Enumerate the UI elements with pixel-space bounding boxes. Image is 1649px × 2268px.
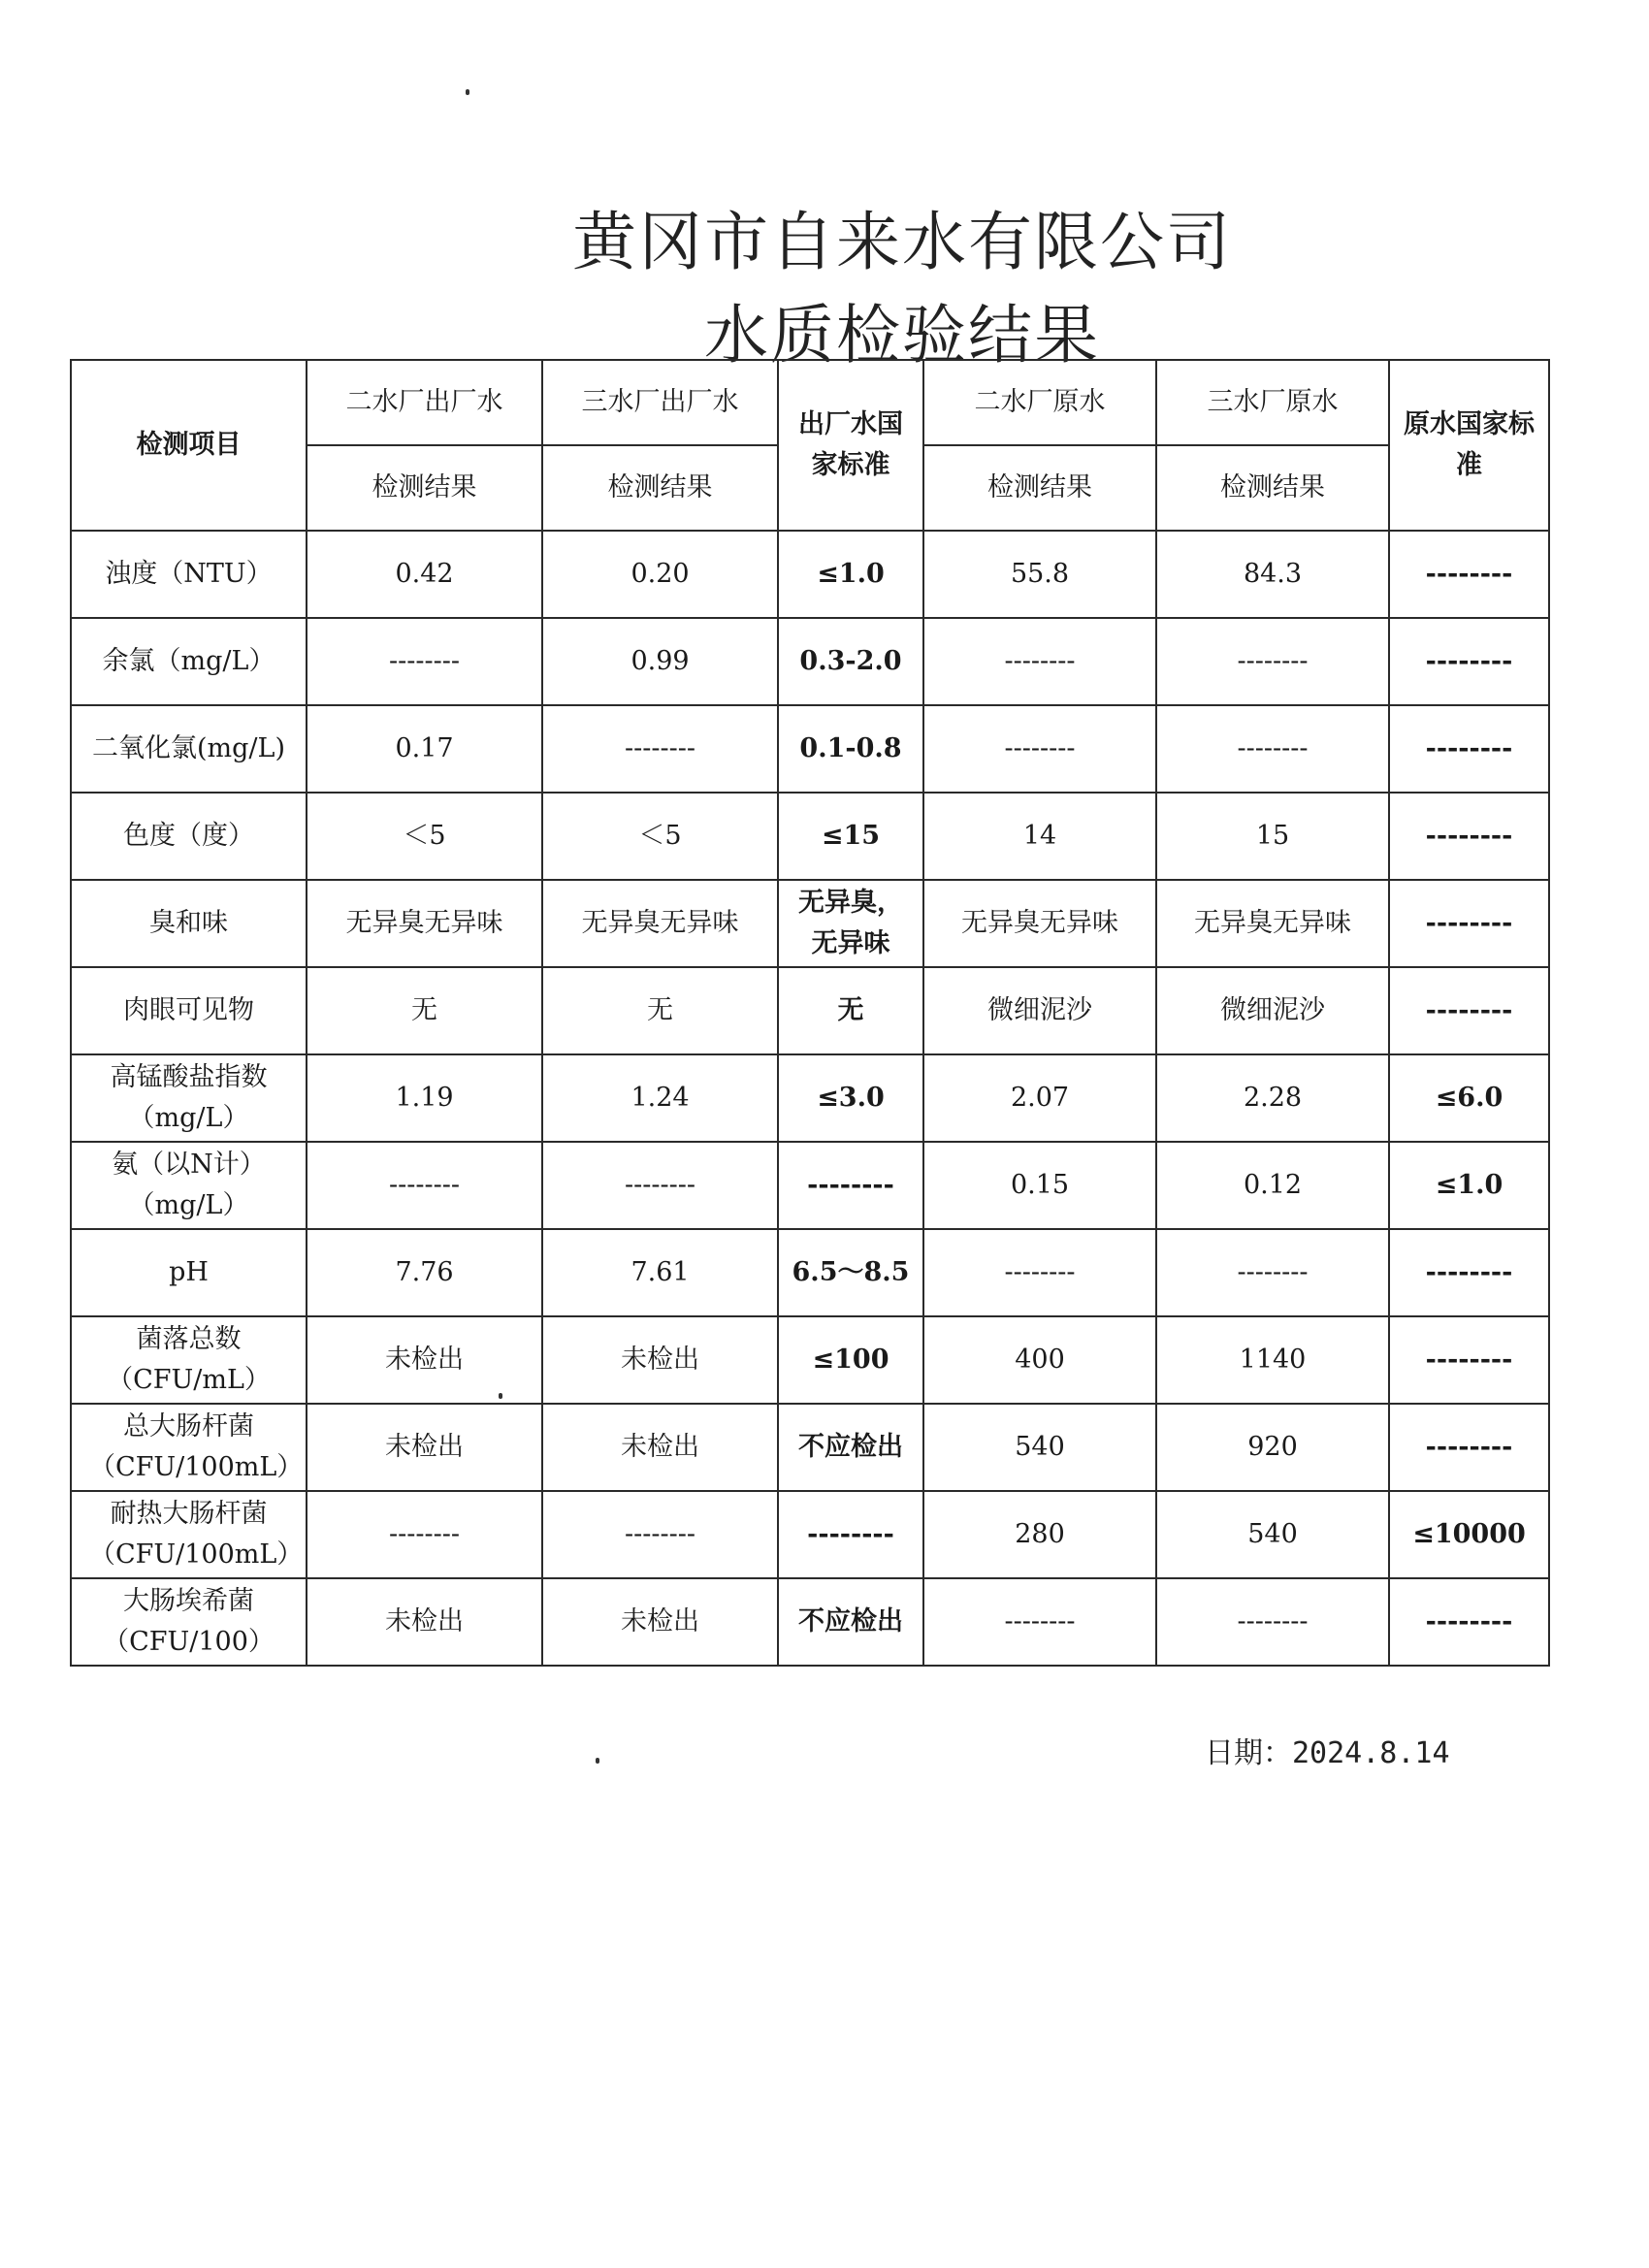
plant2-raw-result: 55.8 xyxy=(923,531,1156,618)
report-date: 日期：2024.8.14 xyxy=(1205,1736,1450,1770)
plant3-raw-result: 84.3 xyxy=(1156,531,1389,618)
plant2-raw-result: -------- xyxy=(923,618,1156,705)
header-plant3-raw: 三水厂原水 xyxy=(1156,360,1389,445)
plant3-out-result: 7.61 xyxy=(542,1229,778,1316)
plant2-raw-result: 无异臭无异味 xyxy=(923,880,1156,967)
plant2-raw-result: 280 xyxy=(923,1491,1156,1578)
subheader-result: 检测结果 xyxy=(542,445,778,531)
scan-speck xyxy=(596,1758,599,1764)
plant2-raw-result: -------- xyxy=(923,705,1156,793)
table-row xyxy=(71,967,1549,1054)
table-row xyxy=(71,1142,1549,1229)
plant3-raw-result: 无异臭无异味 xyxy=(1156,880,1389,967)
item-label: 高锰酸盐指数（mg/L） xyxy=(71,1054,307,1142)
raw-standard: -------- xyxy=(1389,967,1549,1054)
item-label: 耐热大肠杆菌（CFU/100mL） xyxy=(71,1491,307,1578)
plant3-raw-result: 微细泥沙 xyxy=(1156,967,1389,1054)
report-title: 水质检验结果 xyxy=(704,298,1100,373)
table-row xyxy=(71,531,1549,618)
plant2-raw-result: -------- xyxy=(923,1578,1156,1666)
scan-speck xyxy=(466,89,469,95)
table-row xyxy=(71,1578,1549,1666)
raw-standard: -------- xyxy=(1389,1578,1549,1666)
out-standard: 不应检出 xyxy=(778,1578,923,1666)
item-label: 余氯（mg/L） xyxy=(71,618,307,705)
plant3-raw-result: -------- xyxy=(1156,1229,1389,1316)
out-standard: ≤1.0 xyxy=(778,531,923,618)
out-standard: 无异臭，无异味 xyxy=(778,880,923,967)
plant2-out-result: 未检出 xyxy=(307,1404,542,1491)
item-label: 浊度（NTU） xyxy=(71,531,307,618)
plant2-raw-result: 微细泥沙 xyxy=(923,967,1156,1054)
plant3-raw-result: 920 xyxy=(1156,1404,1389,1491)
header-raw-standard: 原水国家标准 xyxy=(1389,360,1549,531)
raw-standard: ≤10000 xyxy=(1389,1491,1549,1578)
table-row xyxy=(71,1054,1549,1142)
out-standard: ≤3.0 xyxy=(778,1054,923,1142)
out-standard: 无 xyxy=(778,967,923,1054)
plant3-out-result: 1.24 xyxy=(542,1054,778,1142)
plant3-out-result: 未检出 xyxy=(542,1404,778,1491)
out-standard: -------- xyxy=(778,1491,923,1578)
item-label: 总大肠杆菌（CFU/100mL） xyxy=(71,1404,307,1491)
item-label: 色度（度） xyxy=(71,793,307,880)
plant2-out-result: 未检出 xyxy=(307,1578,542,1666)
out-standard: ≤15 xyxy=(778,793,923,880)
plant3-out-result: -------- xyxy=(542,705,778,793)
plant2-raw-result: 14 xyxy=(923,793,1156,880)
out-standard: ≤100 xyxy=(778,1316,923,1404)
plant2-out-result: 0.42 xyxy=(307,531,542,618)
item-label: 氨（以N计）（mg/L） xyxy=(71,1142,307,1229)
header-out-standard: 出厂水国家标准 xyxy=(778,360,923,531)
plant3-raw-result: -------- xyxy=(1156,705,1389,793)
plant3-out-result: 无异臭无异味 xyxy=(542,880,778,967)
raw-standard: ≤6.0 xyxy=(1389,1054,1549,1142)
plant2-out-result: 无异臭无异味 xyxy=(307,880,542,967)
header-plant2-out: 二水厂出厂水 xyxy=(307,360,542,445)
out-standard: 6.5～8.5 xyxy=(778,1229,923,1316)
plant3-out-result: 0.20 xyxy=(542,531,778,618)
table-row xyxy=(71,793,1549,880)
plant2-out-result: -------- xyxy=(307,618,542,705)
plant2-raw-result: 0.15 xyxy=(923,1142,1156,1229)
plant2-out-result: 0.17 xyxy=(307,705,542,793)
raw-standard: -------- xyxy=(1389,705,1549,793)
raw-standard: ≤1.0 xyxy=(1389,1142,1549,1229)
plant2-out-result: 1.19 xyxy=(307,1054,542,1142)
table-row xyxy=(71,880,1549,967)
plant3-raw-result: 540 xyxy=(1156,1491,1389,1578)
company-title: 黄冈市自来水有限公司 xyxy=(572,205,1232,279)
plant3-out-result: -------- xyxy=(542,1491,778,1578)
subheader-result: 检测结果 xyxy=(1156,445,1389,531)
header-plant3-out: 三水厂出厂水 xyxy=(542,360,778,445)
plant3-out-result: ＜5 xyxy=(542,793,778,880)
raw-standard: -------- xyxy=(1389,880,1549,967)
plant3-out-result: 0.99 xyxy=(542,618,778,705)
table-row xyxy=(71,618,1549,705)
plant2-out-result: -------- xyxy=(307,1491,542,1578)
out-standard: 0.3-2.0 xyxy=(778,618,923,705)
out-standard: 0.1-0.8 xyxy=(778,705,923,793)
table-row xyxy=(71,1404,1549,1491)
table-row xyxy=(71,705,1549,793)
plant3-out-result: -------- xyxy=(542,1142,778,1229)
plant3-raw-result: -------- xyxy=(1156,618,1389,705)
water-quality-table xyxy=(70,359,1550,1667)
item-label: 菌落总数（CFU/mL） xyxy=(71,1316,307,1404)
plant3-out-result: 未检出 xyxy=(542,1578,778,1666)
subheader-result: 检测结果 xyxy=(307,445,542,531)
item-label: 二氧化氯(mg/L) xyxy=(71,705,307,793)
item-label: pH xyxy=(71,1229,307,1316)
plant3-raw-result: 2.28 xyxy=(1156,1054,1389,1142)
plant2-out-result: -------- xyxy=(307,1142,542,1229)
plant3-raw-result: -------- xyxy=(1156,1578,1389,1666)
table-row xyxy=(71,1491,1549,1578)
plant3-raw-result: 15 xyxy=(1156,793,1389,880)
item-label: 大肠埃希菌（CFU/100） xyxy=(71,1578,307,1666)
plant2-raw-result: 540 xyxy=(923,1404,1156,1491)
raw-standard: -------- xyxy=(1389,1229,1549,1316)
header-row xyxy=(71,360,1549,445)
raw-standard: -------- xyxy=(1389,1404,1549,1491)
table-row xyxy=(71,1229,1549,1316)
header-item: 检测项目 xyxy=(71,360,307,531)
plant3-out-result: 未检出 xyxy=(542,1316,778,1404)
plant2-out-result: ＜5 xyxy=(307,793,542,880)
table-row xyxy=(71,1316,1549,1404)
plant2-out-result: 无 xyxy=(307,967,542,1054)
plant3-raw-result: 0.12 xyxy=(1156,1142,1389,1229)
item-label: 肉眼可见物 xyxy=(71,967,307,1054)
raw-standard: -------- xyxy=(1389,618,1549,705)
subheader-result: 检测结果 xyxy=(923,445,1156,531)
plant3-out-result: 无 xyxy=(542,967,778,1054)
raw-standard: -------- xyxy=(1389,793,1549,880)
plant2-out-result: 7.76 xyxy=(307,1229,542,1316)
plant2-raw-result: -------- xyxy=(923,1229,1156,1316)
raw-standard: -------- xyxy=(1389,1316,1549,1404)
plant2-raw-result: 2.07 xyxy=(923,1054,1156,1142)
plant2-out-result: 未检出 xyxy=(307,1316,542,1404)
out-standard: -------- xyxy=(778,1142,923,1229)
out-standard: 不应检出 xyxy=(778,1404,923,1491)
header-plant2-raw: 二水厂原水 xyxy=(923,360,1156,445)
raw-standard: -------- xyxy=(1389,531,1549,618)
plant3-raw-result: 1140 xyxy=(1156,1316,1389,1404)
plant2-raw-result: 400 xyxy=(923,1316,1156,1404)
scan-speck xyxy=(499,1393,502,1399)
item-label: 臭和味 xyxy=(71,880,307,967)
